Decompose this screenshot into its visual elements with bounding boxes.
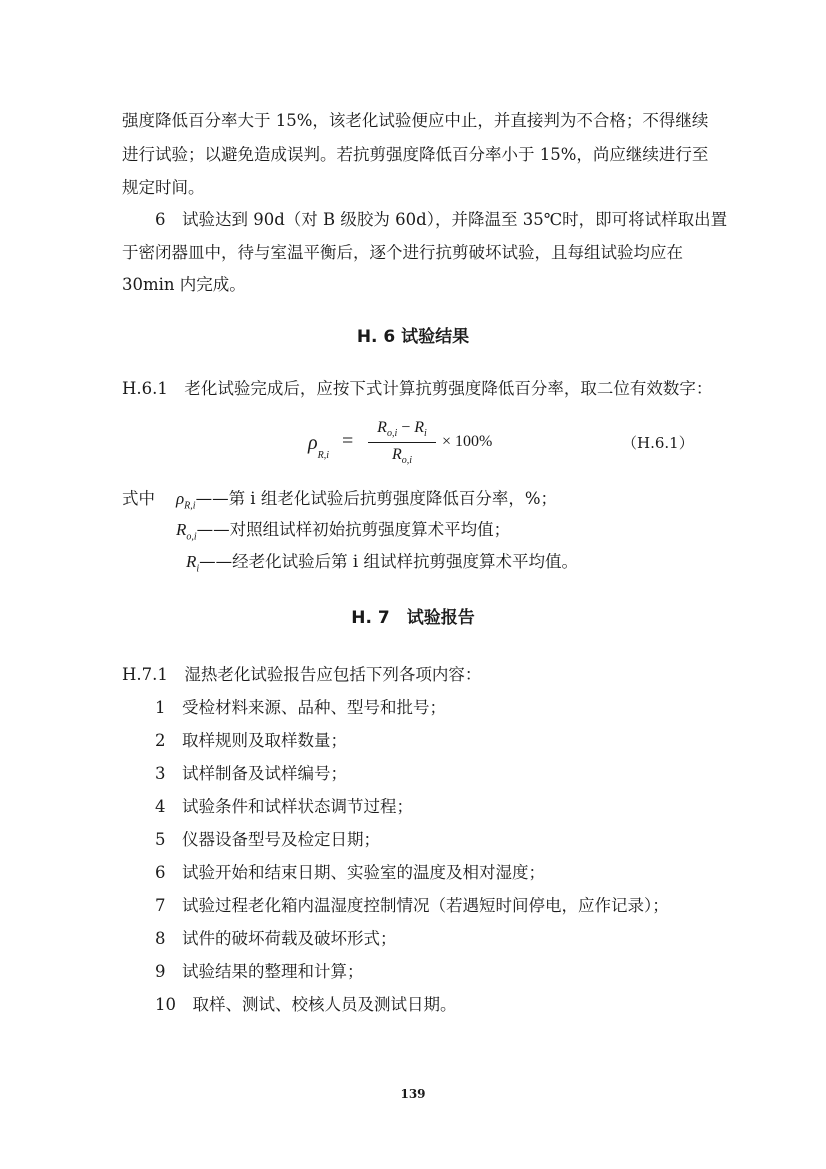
legend-text-3: ——经老化试验后第 i 组试样抗剪强度算术平均值。 <box>199 552 578 571</box>
list-item: 4 试验条件和试样状态调节过程； <box>155 797 413 816</box>
legend-symbol-rho <box>176 489 196 512</box>
num-subscript: o,i <box>386 428 398 440</box>
paragraph-line: 30min 内完成。 <box>122 275 246 294</box>
num-subscript-2: i <box>424 428 427 440</box>
list-item: 6 试验开始和结束日期、实验室的温度及相对湿度； <box>155 863 545 882</box>
legend-r-sub: o,i <box>186 531 197 543</box>
times-100-percent: × 100% <box>442 433 493 450</box>
formula-h61 <box>300 415 520 475</box>
legend-ri-sub: i <box>196 563 200 575</box>
rho-subscript: R,i <box>317 450 329 461</box>
paragraph-line: 6 试验达到 90d（对 B 级胶为 60d），并降温至 35℃时，即可将试样取出置 <box>155 210 728 229</box>
legend-item-2 <box>176 519 510 548</box>
legend-symbol-ro <box>176 520 197 543</box>
page-number: 139 <box>400 1087 426 1101</box>
list-item: 10 取样、测试、校核人员及测试日期。 <box>155 995 457 1014</box>
minus-sign: − <box>397 419 415 436</box>
num-symbol-2: R <box>414 419 425 436</box>
fraction-numerator <box>366 419 438 439</box>
clause-text: H.6.1 老化试验完成后，应按下式计算抗剪强度降低百分率，取二位有效数字： <box>122 379 713 398</box>
paragraph-line: 进行试验；以避免造成误判。若抗剪强度降低百分率小于 15%，尚应继续进行至 <box>122 145 709 164</box>
paragraph-line: 规定时间。 <box>122 178 205 197</box>
legend-intro: 式中 <box>122 489 155 508</box>
legend-item-3 <box>186 551 578 580</box>
fraction-bar <box>368 442 436 443</box>
legend-text-1: ——第 i 组老化试验后抗剪强度降低百分率，%； <box>195 489 558 508</box>
den-symbol: R <box>391 446 402 463</box>
legend-r: R <box>176 520 187 539</box>
list-item: 8 试件的破坏荷载及破坏形式； <box>155 929 397 948</box>
legend-rho: ρ <box>176 489 185 508</box>
legend-item-1 <box>176 488 557 517</box>
num-symbol: R <box>377 419 387 436</box>
paragraph-line: 于密闭器皿中，待与室温平衡后，逐个进行抗剪破坏试验，且每组试验均应在 <box>122 243 683 262</box>
formula-lhs <box>308 432 329 461</box>
den-subscript: o,i <box>401 455 413 467</box>
list-item: 2 取样规则及取样数量； <box>155 731 347 750</box>
clause-text: H.7.1 湿热老化试验报告应包括下列各项内容： <box>122 665 482 684</box>
list-item: 5 仪器设备型号及检定日期； <box>155 830 380 849</box>
legend-rho-sub: R,i <box>184 500 196 512</box>
legend-ri: R <box>186 552 197 571</box>
list-item: 9 试验结果的整理和计算； <box>155 962 364 981</box>
legend-text-2: ——对照组试样初始抗剪强度算术平均值； <box>196 520 511 539</box>
list-item: 1 受检材料来源、品种、型号和批号； <box>155 698 446 717</box>
legend-symbol-ri <box>186 552 200 575</box>
rho-symbol: ρ <box>308 432 318 454</box>
list-item: 3 试样制备及试样编号； <box>155 764 347 783</box>
equals-sign: = <box>342 430 354 452</box>
equation-number: （H.6.1） <box>622 434 694 452</box>
fraction-denominator <box>366 446 438 466</box>
section-heading: H. 7 试验报告 <box>351 608 475 628</box>
section-heading: H. 6 试验结果 <box>356 327 470 347</box>
paragraph-line: 强度降低百分率大于 15%，该老化试验便应中止，并直接判为不合格；不得继续 <box>122 111 709 130</box>
list-item: 7 试验过程老化箱内温湿度控制情况（若遇短时间停电，应作记录）； <box>155 896 669 915</box>
